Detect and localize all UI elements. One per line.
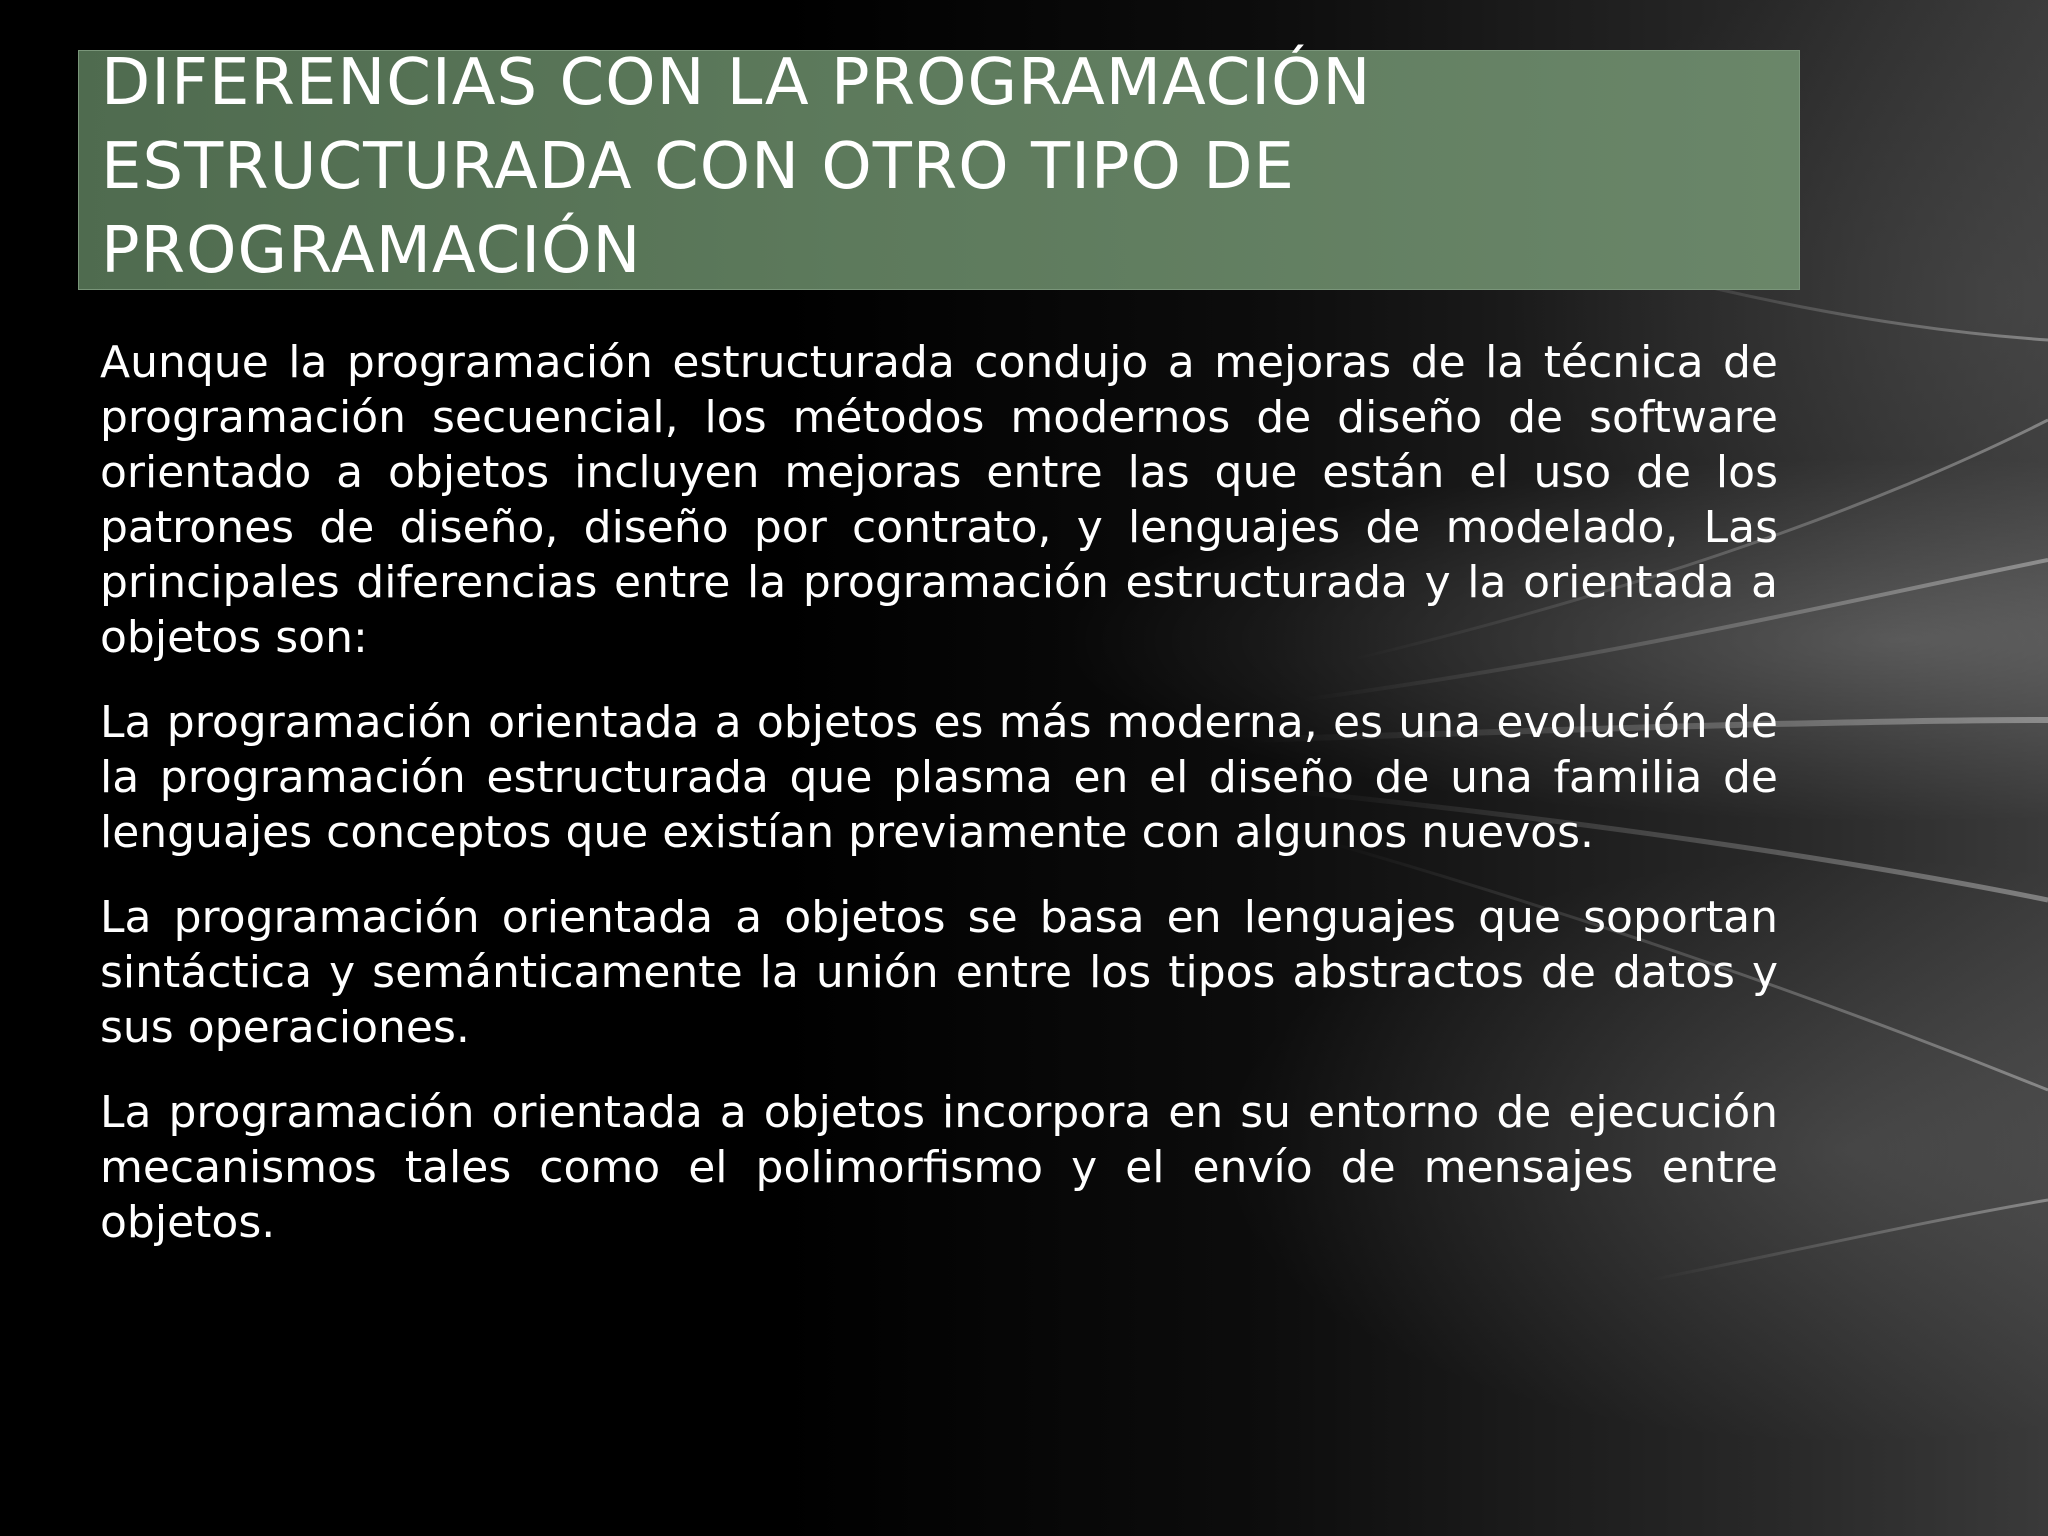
paragraph-modernity: La programación orientada a objetos es más moderna, es una evolución de la programación estructurada que plasma en el diseño de una familia de lenguajes conceptos que existían previamente con algunos nuevos. [100,697,1778,858]
paragraph-intro: Aunque la programación estructurada condujo a mejoras de la técnica de programación secuencial, los métodos modernos de diseño de software orientado a objetos incluyen mejoras entre las que están el uso de los patrones de diseño, diseño por contrato, y lenguajes de modelado, Las principales diferencias entre la programación estructurada y la orientada a objetos son: [100,337,1778,663]
slide-title: DIFERENCIAS CON LA PROGRAMACIÓN ESTRUCTURADA CON OTRO TIPO DE PROGRAMACIÓN [101,46,1372,288]
slide-body [100,335,1778,1280]
paragraph-languages: La programación orientada a objetos se basa en lenguajes que soportan sintáctica y semánticamente la unión entre los tipos abstractos de datos y sus operaciones. [100,892,1778,1053]
paragraph-mechanisms: La programación orientada a objetos incorpora en su entorno de ejecución mecanismos tales como el polimorfismo y el envío de mensajes entre objetos. [100,1087,1778,1248]
title-band [78,46,1800,290]
